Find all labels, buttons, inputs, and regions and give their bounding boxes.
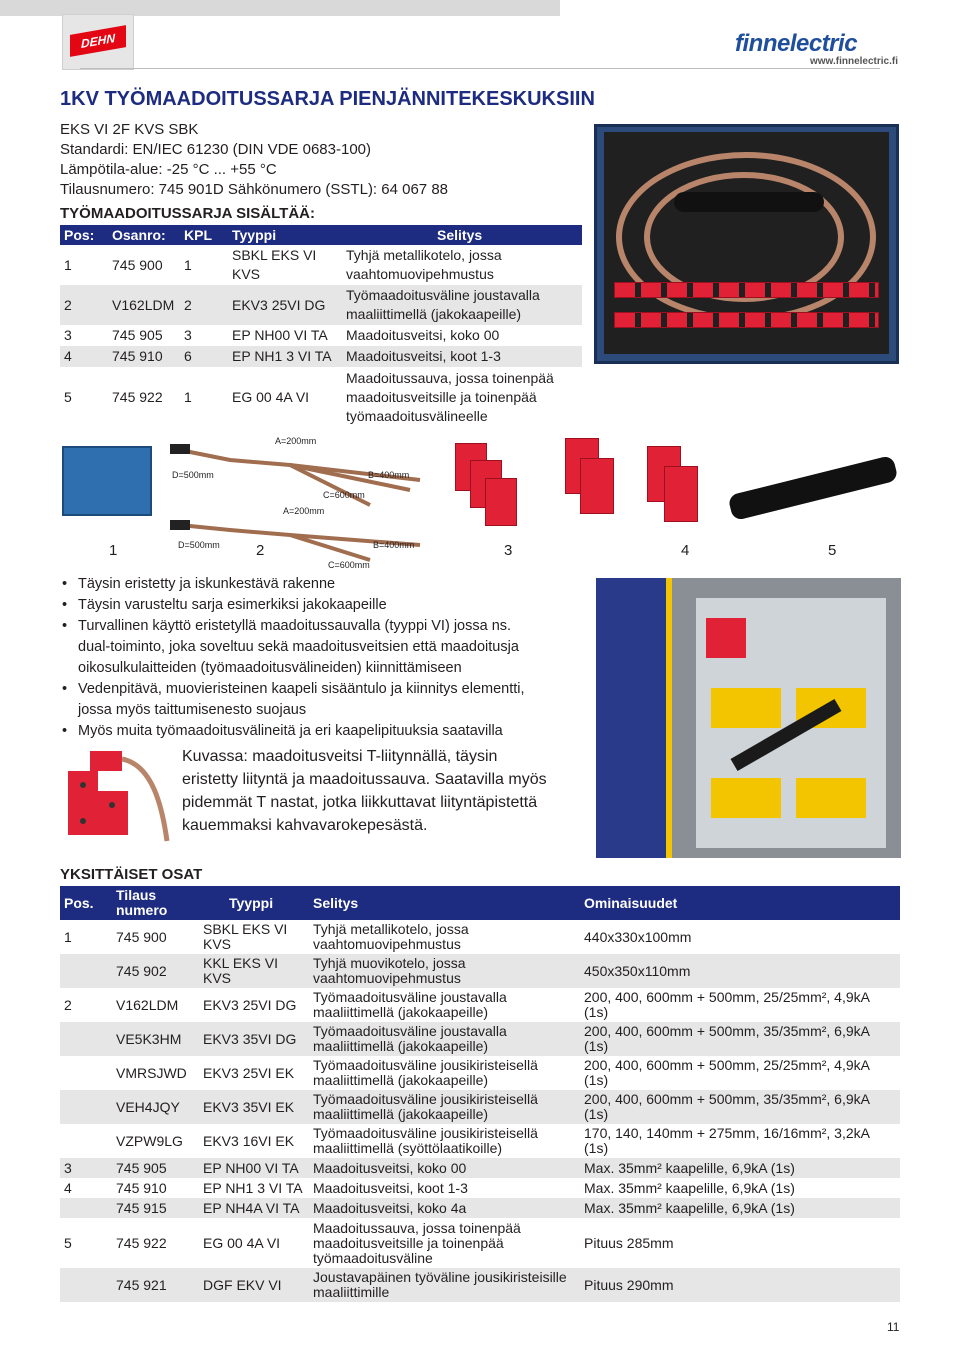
table-row: 4 745 910 6 EP NH1 3 VI TA Maadoitusveitsi, koot 1-3: [60, 346, 582, 367]
photo-caption: Kuvassa: maadoitusveitsi T-liitynnällä, täysin eristetty liityntä ja maadoitussauva. Saatavilla myös pidemmät T nastat, jotka liikkuttavat liityntäpistettä kauemmaksi kahvavarokepesästä.: [182, 748, 547, 834]
grounding-knives-row: [614, 312, 879, 328]
list-item: • Täysin varusteltu sarja esimerkiksi jakokaapeille: [62, 595, 582, 616]
plastic-case-image: [62, 446, 152, 516]
page-title: 1KV TYÖMAADOITUSSARJA PIENJÄNNITEKESKUKSIIN: [60, 88, 595, 110]
component-number: 2: [256, 542, 265, 559]
component-number: 4: [681, 542, 690, 559]
temperature-line: Lämpötila-alue: -25 °C ... +55 °C: [60, 161, 277, 178]
list-item: dual-toiminto, joka soveltuu sekä maadoitusveitsien että maadoitusja: [78, 639, 519, 655]
feature-list: [62, 574, 582, 742]
dim-label: C=600mm: [328, 560, 370, 570]
table-row: VZPW9LG EKV3 16VI EK Työmaadoitusväline jousikiristeisellä maaliittimellä (syöttölaatikoille) 170, 140, 140mm + 275mm, 16/16mm², 3,2kA (1s): [116, 1125, 870, 1156]
dehn-logo: DEHN: [70, 25, 126, 57]
col-type: Tyyppi: [199, 886, 309, 920]
header-divider: [80, 68, 880, 69]
table-row: 3 745 905 3 EP NH00 VI TA Maadoitusveitsi, koko 00: [64, 327, 500, 343]
table-row: 3 745 905 EP NH00 VI TA Maadoitusveitsi, koko 00 Max. 35mm² kaapelille, 6,9kA (1s): [60, 1158, 900, 1178]
grounding-knife-t-connection-image: [62, 745, 172, 845]
component-number: 1: [109, 542, 118, 559]
list-item: • Täysin eristetty ja iskunkestävä rakenne: [62, 574, 582, 595]
col-description: Selitys: [309, 886, 580, 920]
table-row: 745 915 EP NH4A VI TA Maadoitusveitsi, koko 4a Max. 35mm² kaapelille, 6,9kA (1s): [60, 1198, 900, 1218]
table-row: VMRSJWD EKV3 25VI EK Työmaadoitusväline jousikiristeisellä maaliittimellä (jakokaapeille) 200, 400, 600mm + 500mm, 25/25mm², 4,9kA (1s): [116, 1057, 870, 1088]
component-number: 3: [504, 542, 513, 559]
table-row: 1 745 900 SBKL EKS VI KVS Tyhjä metallikotelo, jossa vaahtomuovipehmustus 440x330x100mm: [64, 921, 692, 952]
col-properties: Ominaisuudet: [580, 886, 900, 920]
table-row: VE5K3HM EKV3 35VI DG Työmaadoitusväline joustavalla maaliittimellä (jakokaapeille) 200, 400, 600mm + 500mm, 35/35mm², 6,9kA (1s): [60, 1022, 900, 1056]
kit-case-interior: [604, 132, 889, 354]
col-tyyppi: Tyyppi: [228, 225, 342, 245]
parts-heading: YKSITTÄISET OSAT: [60, 866, 203, 883]
list-item: • Turvallinen käyttö eristetyllä maadoitussauvalla (tyyppi VI) jossa ns.: [62, 616, 582, 637]
col-osanro: Osanro:: [108, 225, 180, 245]
table-row: 5 745 922 1 EG 00 4A VI Maadoitussauva, jossa toinenpää maadoitusveitsille ja toinenpää työmaadoitusvälineelle: [64, 369, 554, 424]
list-item: oikosulkulaitteiden (työmaadoitusvälineiden) kiinnittämiseen: [78, 660, 462, 676]
table-row: 4 745 910 EP NH1 3 VI TA Maadoitusveitsi, koot 1-3 Max. 35mm² kaapelille, 6,9kA (1s): [64, 1179, 795, 1196]
installation-photo: [596, 578, 901, 858]
col-selitys: Selitys: [342, 225, 582, 245]
grounding-rod-image: [674, 192, 824, 212]
col-pos: Pos:: [60, 225, 108, 245]
list-item: • Vedenpitävä, muovieristeinen kaapeli sisääntulo ja kiinnitys elementti,: [62, 679, 582, 700]
grounding-rod-image: [727, 455, 898, 521]
contents-heading: TYÖMAADOITUSSARJA SISÄLTÄÄ:: [60, 205, 315, 222]
grounding-knives-row: [614, 282, 879, 298]
dim-label: B=400mm: [373, 540, 415, 550]
dim-label: A=200mm: [275, 436, 317, 446]
dim-label: C=600mm: [323, 490, 365, 500]
page-number: 11: [887, 1320, 900, 1334]
col-order-number: Tilaus numero: [112, 886, 199, 920]
contents-header-row: [60, 225, 582, 245]
dim-label: D=500mm: [178, 540, 220, 550]
table-row: 5 745 922 EG 00 4A VI Maadoitussauva, jossa toinenpää maadoitusveitsille ja toinenpää työmaadoitusväline Pituus 285mm: [64, 1219, 674, 1266]
table-row: 745 902 KKL EKS VI KVS Tyhjä muovikotelo, jossa vaahtomuovipehmustus 450x350x110mm: [60, 954, 900, 988]
dim-label: D=500mm: [172, 470, 214, 480]
finnelectric-logo: finnelectric: [735, 30, 858, 57]
dim-label: B=400mm: [368, 470, 410, 480]
product-code: EKS VI 2F KVS SBK: [60, 121, 199, 138]
table-row: 745 921 DGF EKV VI Joustavapäinen työväline jousikiristeisille maaliittimille Pituus 290mm: [60, 1268, 900, 1302]
parts-table: [60, 886, 900, 1302]
grounding-knife-1-3-image: [664, 466, 698, 522]
parts-header-row: [60, 886, 900, 920]
list-item: jossa myös taittumisenesto suojaus: [78, 702, 307, 718]
table-row: 2 V162LDM EKV3 25VI DG Työmaadoitusväline joustavalla maaliittimellä (jakokaapeille) 200, 400, 600mm + 500mm, 25/25mm², 4,9kA (1s): [64, 989, 870, 1020]
contents-table: [60, 225, 582, 427]
finnelectric-url: www.finnelectric.fi: [810, 56, 898, 67]
table-row: 2 V162LDM 2 EKV3 25VI DG Työmaadoitusväline joustavalla maaliittimellä (jakokaapeille): [60, 285, 582, 325]
table-row: 1 745 900 1 SBKL EKS VI KVS Tyhjä metallikotelo, jossa vaahtomuovipehmustus: [64, 247, 502, 282]
col-kpl: KPL: [180, 225, 228, 245]
table-row: VEH4JQY EKV3 35VI EK Työmaadoitusväline jousikiristeisellä maaliittimellä (jakokaapeille) 200, 400, 600mm + 500mm, 35/35mm², 6,9kA (1s): [60, 1090, 900, 1124]
dim-label: A=200mm: [283, 506, 325, 516]
order-number-line: Tilausnumero: 745 901D Sähkönumero (SSTL): 64 067 88: [60, 181, 449, 198]
component-number: 5: [828, 542, 837, 559]
col-pos: Pos.: [60, 886, 112, 920]
grounding-knife-00-image: [485, 478, 517, 526]
standard-line: Standardi: EN/IEC 61230 (DIN VDE 0683-100): [60, 141, 371, 158]
list-item: • Myös muita työmaadoitusvälineitä ja eri kaapelipituuksia saatavilla: [62, 721, 582, 742]
grounding-knife-1-3-image: [580, 458, 614, 514]
